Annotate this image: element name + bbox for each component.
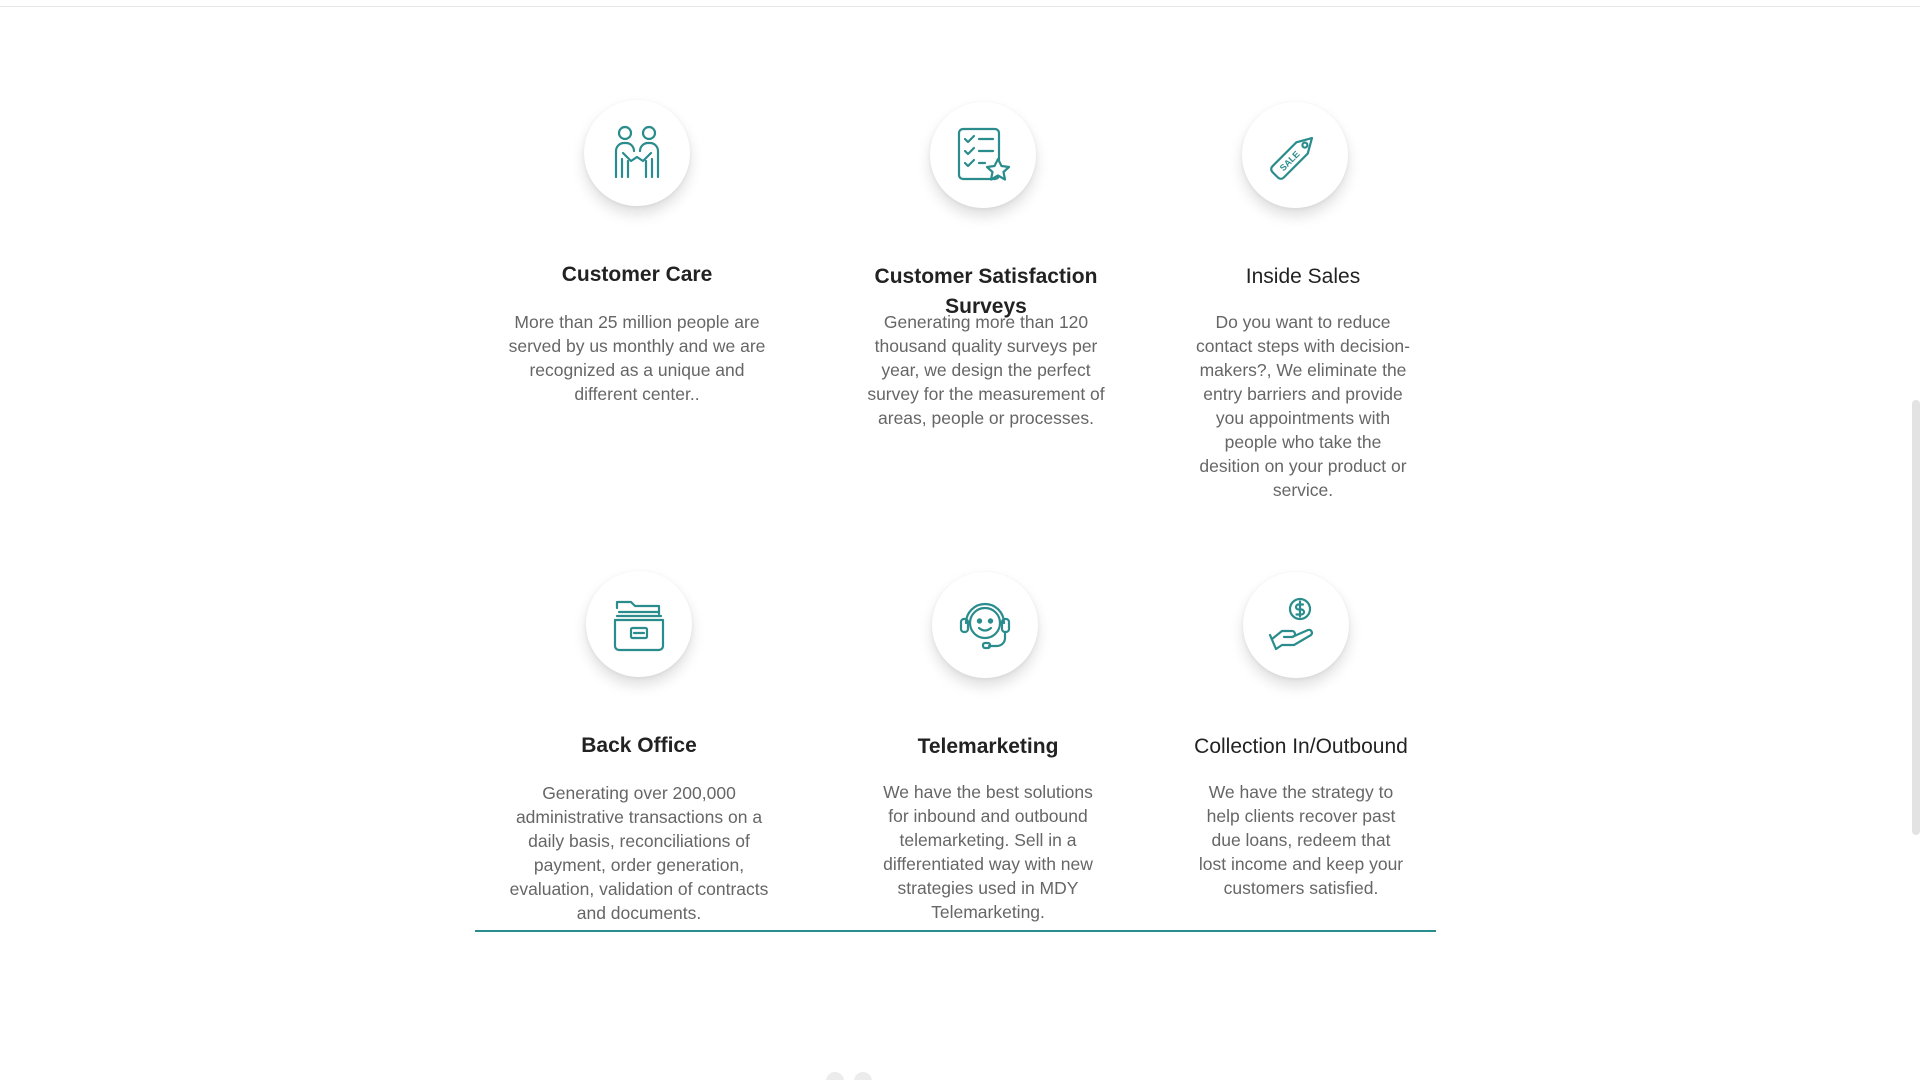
service-title: Collection In/Outbound (1194, 735, 1408, 758)
service-title: Telemarketing (917, 735, 1059, 758)
icon-badge (932, 572, 1038, 678)
service-title: Inside Sales (1245, 265, 1361, 288)
service-card-customer-care (487, 100, 787, 430)
service-description: Do you want to reduce contact steps with decision-makers?, We eliminate the entry barriers and provide you appointments with people who take the desition on your product or service. (1196, 312, 1410, 500)
service-title: Customer Satisfaction Surveys (874, 265, 1098, 318)
headset-agent-icon (955, 595, 1015, 655)
service-card-telemarketing (838, 572, 1138, 932)
sale-tag-icon (1265, 125, 1325, 185)
icon-badge (1243, 572, 1349, 678)
service-description: Generating over 200,000 administrative transactions on a daily basis, reconciliations of payment, order generation, evaluation, validation of contracts and documents. (509, 783, 769, 923)
sale-tag-text: SALE (1277, 148, 1302, 174)
icon-badge (930, 102, 1036, 208)
survey-checklist-star-icon (953, 125, 1013, 185)
service-description: More than 25 million people are served by us monthly and we are recognized as a unique and different center.. (508, 312, 766, 404)
icon-badge (584, 100, 690, 206)
handshake-people-icon (607, 123, 667, 183)
service-title: Customer Care (561, 263, 713, 286)
icon-badge (1242, 102, 1348, 208)
carousel-dots (826, 1072, 872, 1080)
icon-badge (586, 571, 692, 677)
service-description: We have the best solutions for inbound and outbound telemarketing. Sell in a differentiated way with new strategies used in MDY Telemarketing. (883, 782, 1093, 922)
service-card-satisfaction-surveys (836, 102, 1136, 432)
service-card-back-office (489, 571, 789, 931)
service-card-inside-sales (1153, 102, 1453, 500)
carousel-dot[interactable] (826, 1072, 844, 1080)
service-description: Generating more than 120 thousand quality surveys per year, we design the perfect survey for the measurement of areas, people or processes. (867, 312, 1105, 428)
carousel-dot[interactable] (854, 1072, 872, 1080)
hand-dollar-coin-icon (1266, 595, 1326, 655)
service-description: We have the strategy to help clients recover past due loans, redeem that lost income and keep your customers satisfied. (1198, 782, 1404, 898)
service-card-collection (1151, 572, 1451, 932)
folder-file-box-icon (609, 594, 669, 654)
service-title: Back Office (581, 734, 697, 757)
header-divider (0, 6, 1920, 7)
section-underline (475, 930, 1436, 932)
page-scrollbar[interactable] (1912, 400, 1920, 835)
